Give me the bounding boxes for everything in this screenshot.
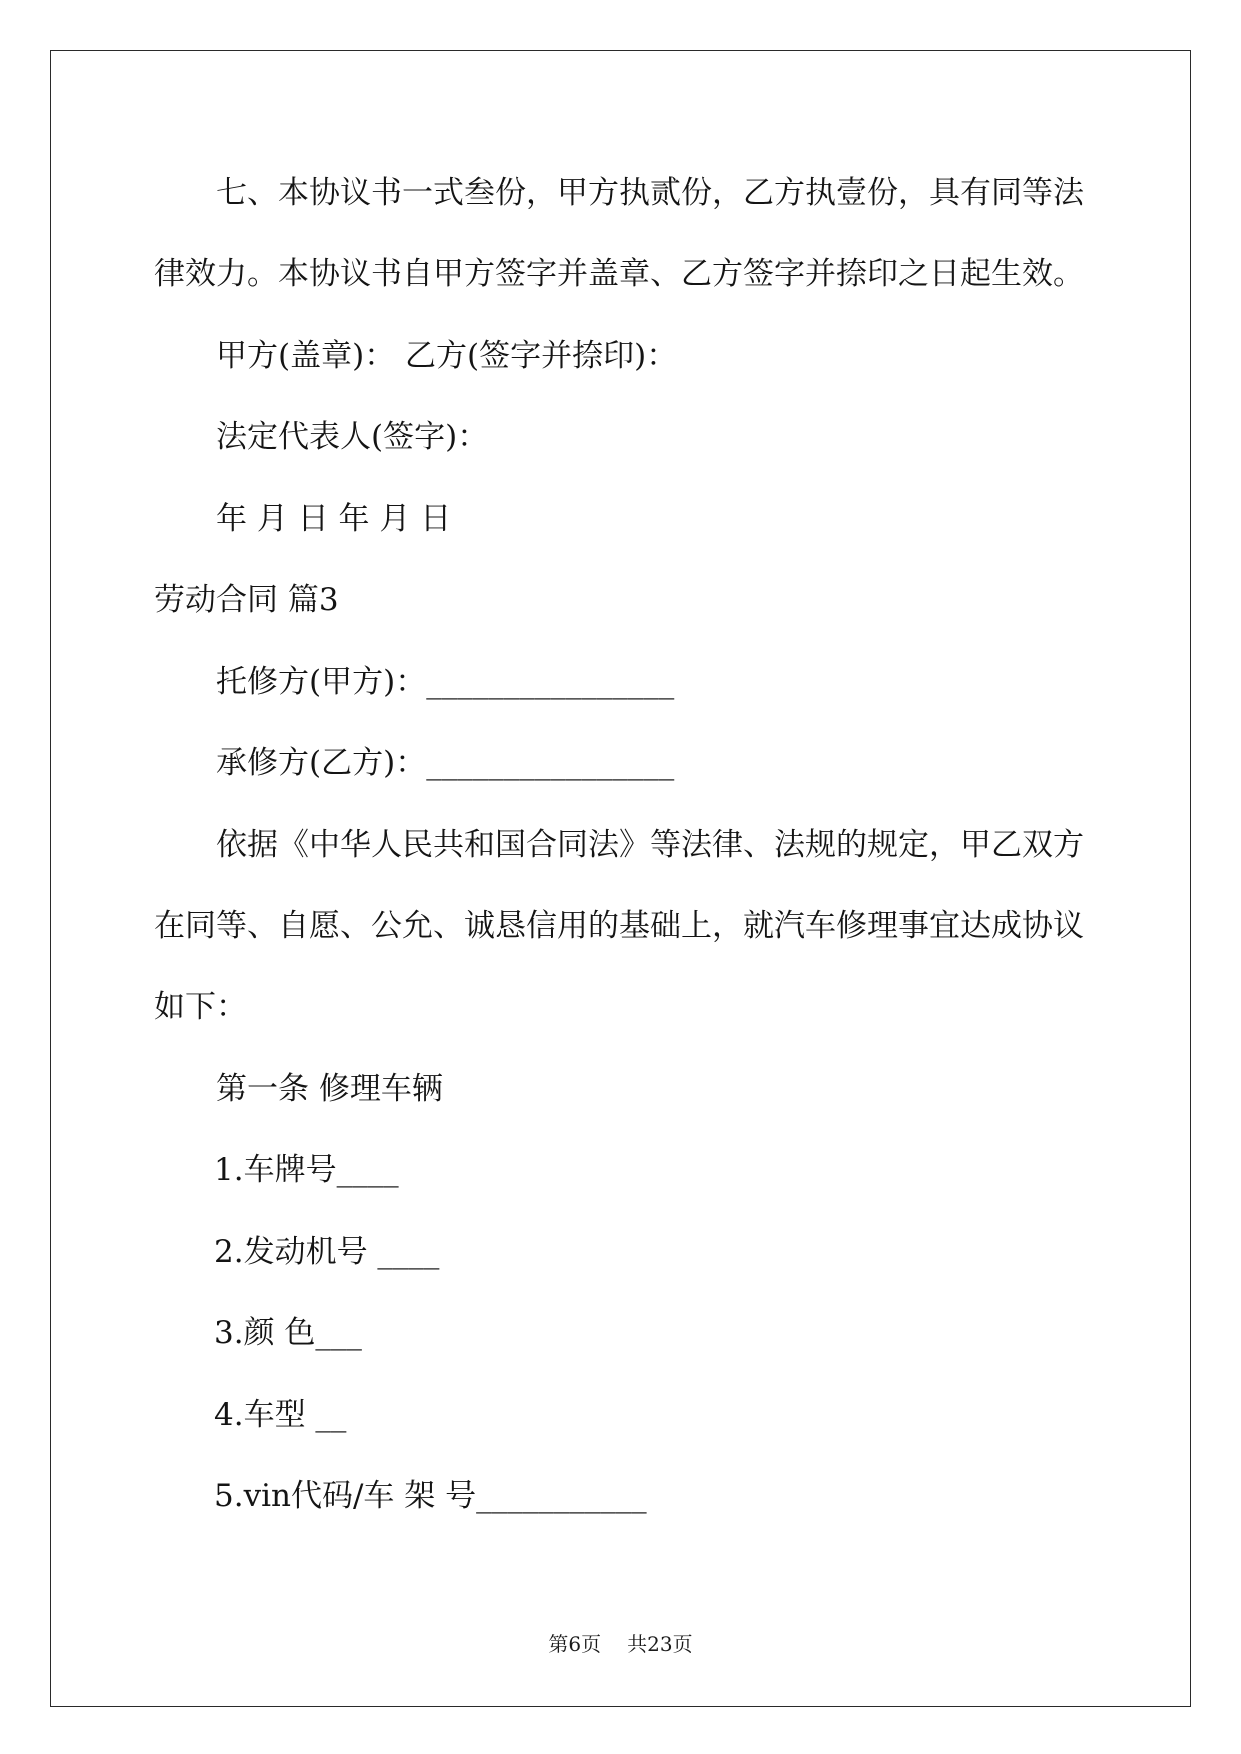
client-party-field: 托修方(甲方)：________________ [216, 664, 675, 700]
legal-representative-signature: 法定代表人(签字)： [216, 419, 489, 455]
signature-parties: 甲方(盖章)： 乙方(签字并捺印)： [216, 338, 678, 374]
preamble-line-2: 在同等、自愿、公允、诚恳信用的基础上，就汽车修理事宜达成协议 [154, 908, 1084, 944]
item-plate-number: 1.车牌号____ [214, 1152, 399, 1188]
clause-7-line-1: 七、本协议书一式叁份，甲方执贰份，乙方执壹份，具有同等法 [216, 175, 1084, 211]
item-color: 3.颜 色___ [214, 1315, 362, 1351]
preamble-line-3: 如下： [154, 989, 247, 1025]
signature-dates: 年 月 日 年 月 日 [216, 501, 452, 537]
section-title: 劳动合同 篇3 [154, 582, 339, 618]
item-vehicle-model: 4.车型 __ [214, 1397, 347, 1433]
page-footer [0, 1630, 1241, 1658]
contractor-party-field: 承修方(乙方)：________________ [216, 745, 675, 781]
page-number: 第6页 [548, 1632, 602, 1656]
page-total: 共23页 [627, 1632, 693, 1656]
article-1-heading: 第一条 修理车辆 [216, 1071, 443, 1107]
item-engine-number: 2.发动机号 ____ [214, 1234, 440, 1270]
preamble-line-1: 依据《中华人民共和国合同法》等法律、法规的规定，甲乙双方 [216, 827, 1084, 863]
item-vin-number: 5.vin代码/车 架 号___________ [214, 1478, 647, 1514]
page-border [50, 50, 1191, 1707]
clause-7-line-2: 律效力。本协议书自甲方签字并盖章、乙方签字并捺印之日起生效。 [154, 256, 1084, 292]
